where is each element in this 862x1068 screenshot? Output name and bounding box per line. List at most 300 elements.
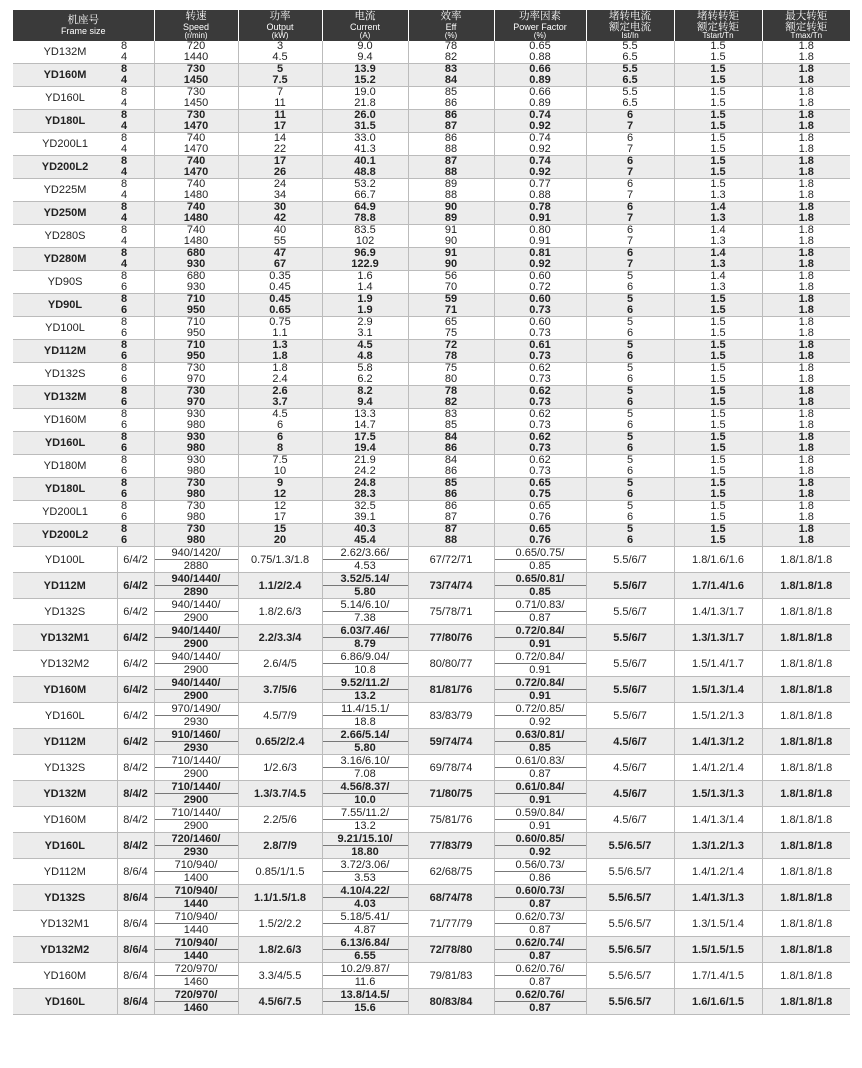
speed-cell bbox=[154, 833, 238, 859]
frame-size-cell: YD180L bbox=[13, 110, 117, 133]
locked-torque-ratio-cell: 1.4/1.2/1.4 bbox=[674, 859, 762, 885]
locked-torque-ratio-cell: 1.5/1.3/1.3 bbox=[674, 781, 762, 807]
current-cell: 122.9 bbox=[322, 259, 408, 271]
pole-count-cell: 8 bbox=[121, 454, 128, 466]
power-factor-cell: 0.78 bbox=[494, 202, 586, 214]
efficiency-cell: 90 bbox=[408, 236, 494, 248]
max-torque-ratio-cell: 1.8 bbox=[762, 144, 850, 156]
power-factor-cell-line-1: 0.61/0.83/ bbox=[495, 755, 586, 768]
table-row bbox=[13, 133, 850, 145]
locked-torque-ratio-cell: 1.5 bbox=[674, 156, 762, 168]
multi-speed-group bbox=[13, 833, 850, 859]
output-cell: 8 bbox=[238, 443, 322, 455]
two-speed-group bbox=[13, 133, 850, 156]
efficiency-cell: 77/83/79 bbox=[408, 833, 494, 859]
locked-torque-ratio-cell: 1.7/1.4/1.5 bbox=[674, 963, 762, 989]
table-row bbox=[13, 625, 850, 651]
header-locked-current-unit: Ist/In bbox=[621, 31, 639, 40]
max-torque-ratio-cell: 1.8/1.8/1.8 bbox=[762, 651, 850, 677]
locked-current-ratio-cell: 6 bbox=[586, 202, 674, 214]
current-cell-line-1: 3.72/3.06/ bbox=[323, 859, 408, 872]
power-factor-cell: 0.73 bbox=[494, 443, 586, 455]
max-torque-ratio-cell: 1.8 bbox=[762, 179, 850, 191]
locked-current-ratio-cell: 5.5 bbox=[586, 87, 674, 99]
power-factor-cell bbox=[494, 833, 586, 859]
pole-count-cell: 8 bbox=[117, 110, 154, 122]
frame-size-cell: YD132M bbox=[13, 386, 117, 409]
speed-cell: 980 bbox=[154, 443, 238, 455]
header-output-en: Output bbox=[266, 21, 294, 32]
speed-cell bbox=[154, 677, 238, 703]
power-factor-cell bbox=[494, 911, 586, 937]
table-row bbox=[13, 455, 850, 467]
power-factor-cell-line-2: 0.87 bbox=[529, 1002, 551, 1014]
locked-current-ratio-cell: 5 bbox=[586, 271, 674, 283]
current-cell: 6.2 bbox=[322, 374, 408, 386]
pole-count-cell: 6 bbox=[117, 512, 154, 524]
header-power-factor-cn: 功率因素 bbox=[519, 10, 562, 23]
frame-size-cell: YD160L bbox=[13, 432, 117, 455]
pole-count-cell: 6 bbox=[117, 351, 154, 363]
power-factor-cell-line-2: 0.91 bbox=[529, 664, 551, 676]
pole-count-cell: 8 bbox=[117, 64, 154, 76]
power-factor-cell-line-1: 0.72/0.85/ bbox=[495, 703, 586, 716]
current-cell-line-2: 4.03 bbox=[354, 898, 376, 910]
pole-count-cell: 8/6/4 bbox=[117, 859, 154, 885]
locked-torque-ratio-cell: 1.5 bbox=[674, 512, 762, 524]
table-row bbox=[13, 478, 850, 490]
current-cell: 2.9 bbox=[322, 317, 408, 329]
current-cell-line-2: 15.6 bbox=[354, 1002, 376, 1014]
current-cell bbox=[322, 859, 408, 885]
efficiency-cell: 86 bbox=[408, 133, 494, 145]
max-torque-ratio-cell: 1.8 bbox=[762, 41, 850, 52]
frame-size-cell: YD112M bbox=[13, 859, 117, 885]
power-factor-cell-line-2: 0.91 bbox=[529, 794, 551, 806]
power-factor-cell bbox=[494, 651, 586, 677]
speed-cell bbox=[154, 989, 238, 1015]
efficiency-cell: 75 bbox=[408, 363, 494, 375]
efficiency-cell: 86 bbox=[408, 489, 494, 501]
power-factor-cell-line-1: 0.71/0.83/ bbox=[495, 599, 586, 612]
header-speed bbox=[154, 10, 238, 41]
max-torque-ratio-cell: 1.8/1.8/1.8 bbox=[762, 911, 850, 937]
table-row bbox=[13, 52, 850, 64]
current-cell: 66.7 bbox=[322, 190, 408, 202]
power-factor-cell bbox=[494, 625, 586, 651]
output-cell: 7.5 bbox=[238, 75, 322, 87]
frame-size-cell: YD250M bbox=[13, 202, 117, 225]
pole-count-cell: 8/6/4 bbox=[117, 911, 154, 937]
pole-count-cell: 4 bbox=[117, 213, 154, 225]
current-cell: 40.1 bbox=[322, 156, 408, 168]
speed-cell-line-2: 1440 bbox=[183, 950, 209, 962]
speed-cell-line-2: 2900 bbox=[183, 794, 209, 806]
current-cell-line-1: 7.55/11.2/ bbox=[323, 807, 408, 820]
locked-current-ratio-cell: 5.5/6.5/7 bbox=[586, 833, 674, 859]
locked-torque-ratio-cell: 1.5 bbox=[674, 133, 762, 145]
table-row bbox=[13, 573, 850, 599]
speed-cell-line-1: 940/1440/ bbox=[155, 651, 238, 664]
power-factor-cell: 0.73 bbox=[494, 328, 586, 340]
header-max-torque-cn: 最大转矩 bbox=[785, 10, 828, 22]
table-row bbox=[13, 755, 850, 781]
current-cell: 21.9 bbox=[322, 455, 408, 467]
speed-cell-line-2: 1460 bbox=[183, 1002, 209, 1014]
max-torque-ratio-cell: 1.8/1.8/1.8 bbox=[762, 703, 850, 729]
table-row bbox=[13, 420, 850, 432]
output-cell: 1.1/1.5/1.8 bbox=[238, 885, 322, 911]
max-torque-ratio-cell: 1.8 bbox=[762, 190, 850, 202]
pole-count-cell: 4 bbox=[117, 75, 154, 87]
frame-size-cell: YD132S bbox=[13, 755, 117, 781]
speed-cell: 740 bbox=[154, 202, 238, 214]
output-cell: 17 bbox=[238, 156, 322, 168]
locked-torque-ratio-cell: 1.4 bbox=[674, 225, 762, 237]
output-cell: 6 bbox=[238, 432, 322, 444]
two-speed-group bbox=[13, 478, 850, 501]
power-factor-cell: 0.91 bbox=[494, 236, 586, 248]
current-cell: 1.9 bbox=[322, 294, 408, 306]
multi-speed-group bbox=[13, 573, 850, 599]
pole-count-cell: 8/4/2 bbox=[117, 807, 154, 833]
speed-cell: 710 bbox=[154, 294, 238, 306]
locked-torque-ratio-cell: 1.4/1.2/1.4 bbox=[674, 755, 762, 781]
max-torque-ratio-cell: 1.8 bbox=[762, 248, 850, 260]
power-factor-cell: 0.65 bbox=[494, 478, 586, 490]
locked-current-ratio-cell: 6 bbox=[586, 179, 674, 191]
efficiency-cell: 84 bbox=[408, 455, 494, 467]
efficiency-cell: 83/83/79 bbox=[408, 703, 494, 729]
locked-torque-ratio-cell: 1.5 bbox=[674, 386, 762, 398]
current-cell-line-1: 3.16/6.10/ bbox=[323, 755, 408, 768]
two-speed-group bbox=[13, 271, 850, 294]
speed-cell: 1480 bbox=[154, 213, 238, 225]
output-cell: 9 bbox=[238, 478, 322, 490]
speed-cell: 1480 bbox=[154, 236, 238, 248]
power-factor-cell: 0.61 bbox=[494, 340, 586, 352]
table-row bbox=[13, 259, 850, 271]
current-cell bbox=[322, 911, 408, 937]
locked-torque-ratio-cell: 1.4 bbox=[674, 248, 762, 260]
locked-current-ratio-cell: 6 bbox=[586, 110, 674, 122]
table-row bbox=[13, 489, 850, 501]
table-row bbox=[13, 501, 850, 513]
power-factor-cell-line-1: 0.56/0.73/ bbox=[495, 859, 586, 872]
locked-current-ratio-cell: 7 bbox=[586, 144, 674, 156]
efficiency-cell: 87 bbox=[408, 512, 494, 524]
power-factor-cell: 0.77 bbox=[494, 179, 586, 191]
current-cell-line-2: 10.8 bbox=[354, 664, 376, 676]
header-locked-torque-cn2: 额定转矩 bbox=[697, 20, 740, 33]
frame-size-cell: YD280S bbox=[13, 225, 117, 248]
locked-current-ratio-cell: 5.5/6.5/7 bbox=[586, 963, 674, 989]
table-row bbox=[13, 202, 850, 214]
locked-current-ratio-cell: 5.5/6/7 bbox=[586, 651, 674, 677]
output-cell: 1.1/2/2.4 bbox=[238, 573, 322, 599]
speed-cell bbox=[154, 599, 238, 625]
speed-cell-line-2: 1440 bbox=[183, 898, 209, 910]
pole-count-cell: 8 bbox=[117, 202, 154, 214]
speed-cell-line-2: 2930 bbox=[183, 742, 209, 754]
max-torque-ratio-cell: 1.8 bbox=[762, 524, 850, 536]
speed-cell: 1450 bbox=[154, 98, 238, 110]
speed-cell-line-1: 970/1490/ bbox=[155, 703, 238, 716]
locked-current-ratio-cell: 5 bbox=[586, 524, 674, 536]
efficiency-cell: 67/72/71 bbox=[408, 547, 494, 573]
pole-count-cell: 6/4/2 bbox=[117, 677, 154, 703]
header-max-torque bbox=[762, 10, 850, 41]
locked-torque-ratio-cell: 1.4/1.3/1.4 bbox=[674, 807, 762, 833]
current-cell-line-2: 4.53 bbox=[354, 560, 376, 572]
power-factor-cell: 0.66 bbox=[494, 64, 586, 76]
max-torque-ratio-cell: 1.8/1.8/1.8 bbox=[762, 937, 850, 963]
output-cell: 24 bbox=[238, 179, 322, 191]
output-cell: 5 bbox=[238, 64, 322, 76]
efficiency-cell: 68/74/78 bbox=[408, 885, 494, 911]
table-row bbox=[13, 75, 850, 87]
two-speed-group bbox=[13, 110, 850, 133]
output-cell: 12 bbox=[238, 501, 322, 513]
locked-torque-ratio-cell: 1.5/1.5/1.5 bbox=[674, 937, 762, 963]
pole-count-cell: 6 bbox=[117, 397, 154, 409]
speed-cell: 680 bbox=[154, 271, 238, 283]
locked-torque-ratio-cell: 1.3/1.5/1.4 bbox=[674, 911, 762, 937]
table-row bbox=[13, 340, 850, 352]
locked-current-ratio-cell: 6 bbox=[586, 282, 674, 294]
power-factor-cell bbox=[494, 937, 586, 963]
speed-cell-line-1: 710/1440/ bbox=[155, 781, 238, 794]
locked-current-ratio-cell: 7 bbox=[586, 121, 674, 133]
pole-count-cell: 8 bbox=[121, 500, 128, 512]
table-row bbox=[13, 651, 850, 677]
frame-size-cell: YD280M bbox=[13, 248, 117, 271]
efficiency-cell: 59/74/74 bbox=[408, 729, 494, 755]
table-row bbox=[13, 98, 850, 110]
max-torque-ratio-cell: 1.8 bbox=[762, 259, 850, 271]
locked-current-ratio-cell: 5 bbox=[586, 317, 674, 329]
speed-cell: 970 bbox=[154, 397, 238, 409]
speed-cell: 950 bbox=[154, 305, 238, 317]
pole-count-cell: 8 bbox=[121, 41, 128, 52]
output-cell: 0.75 bbox=[238, 317, 322, 329]
speed-cell-line-1: 720/1460/ bbox=[155, 833, 238, 846]
output-cell: 20 bbox=[238, 535, 322, 547]
header-power-factor-unit: (%) bbox=[533, 30, 547, 40]
current-cell: 28.3 bbox=[322, 489, 408, 501]
pole-count-cell: 8 bbox=[121, 316, 128, 328]
locked-current-ratio-cell: 4.5/6/7 bbox=[586, 781, 674, 807]
current-cell: 19.4 bbox=[322, 443, 408, 455]
current-cell: 24.2 bbox=[322, 466, 408, 478]
efficiency-cell: 85 bbox=[408, 420, 494, 432]
power-factor-cell-line-1: 0.65/0.81/ bbox=[495, 573, 586, 586]
speed-cell: 730 bbox=[154, 524, 238, 536]
efficiency-cell: 88 bbox=[408, 144, 494, 156]
speed-cell: 710 bbox=[154, 317, 238, 329]
frame-size-cell: YD160M bbox=[13, 64, 117, 87]
speed-cell-line-2: 2930 bbox=[183, 716, 209, 728]
locked-torque-ratio-cell: 1.5 bbox=[674, 179, 762, 191]
locked-torque-ratio-cell: 1.5 bbox=[674, 317, 762, 329]
current-cell: 26.0 bbox=[322, 110, 408, 122]
speed-cell-line-1: 710/940/ bbox=[155, 859, 238, 872]
table-header bbox=[13, 10, 850, 41]
multi-speed-group bbox=[13, 625, 850, 651]
current-cell bbox=[322, 885, 408, 911]
header-frame-size-cn: 机座号 bbox=[67, 14, 99, 27]
power-factor-cell-line-1: 0.61/0.84/ bbox=[495, 781, 586, 794]
locked-torque-ratio-cell: 1.7/1.4/1.6 bbox=[674, 573, 762, 599]
locked-torque-ratio-cell: 1.5 bbox=[674, 41, 762, 52]
pole-count-cell: 8 bbox=[121, 270, 128, 282]
speed-cell-line-1: 710/940/ bbox=[155, 937, 238, 950]
frame-size-cell: YD132M1 bbox=[13, 625, 117, 651]
speed-cell-line-1: 720/970/ bbox=[155, 963, 238, 976]
power-factor-cell: 0.92 bbox=[494, 167, 586, 179]
frame-size-cell: YD200L1 bbox=[13, 133, 117, 156]
efficiency-cell: 90 bbox=[408, 259, 494, 271]
speed-cell: 930 bbox=[154, 455, 238, 467]
max-torque-ratio-cell: 1.8 bbox=[762, 466, 850, 478]
current-cell: 19.0 bbox=[322, 87, 408, 99]
power-factor-cell: 0.62 bbox=[494, 363, 586, 375]
efficiency-cell: 85 bbox=[408, 87, 494, 99]
max-torque-ratio-cell: 1.8 bbox=[762, 420, 850, 432]
speed-cell-line-1: 710/1440/ bbox=[155, 807, 238, 820]
locked-torque-ratio-cell: 1.5/1.2/1.3 bbox=[674, 703, 762, 729]
locked-torque-ratio-cell: 1.3 bbox=[674, 282, 762, 294]
power-factor-cell-line-2: 0.87 bbox=[529, 976, 551, 988]
locked-current-ratio-cell: 6 bbox=[586, 443, 674, 455]
pole-count-cell: 4 bbox=[117, 52, 154, 64]
current-cell-line-1: 11.4/15.1/ bbox=[323, 703, 408, 716]
table-row bbox=[13, 386, 850, 398]
current-cell: 9.0 bbox=[322, 41, 408, 52]
table-row bbox=[13, 248, 850, 260]
locked-torque-ratio-cell: 1.5 bbox=[674, 535, 762, 547]
pole-count-cell: 6 bbox=[117, 443, 154, 455]
locked-current-ratio-cell: 5 bbox=[586, 294, 674, 306]
efficiency-cell: 89 bbox=[408, 213, 494, 225]
locked-torque-ratio-cell: 1.5 bbox=[674, 397, 762, 409]
frame-size-cell: YD225M bbox=[13, 179, 117, 202]
table-row bbox=[13, 87, 850, 99]
power-factor-cell-line-2: 0.85 bbox=[529, 742, 551, 754]
current-cell: 102 bbox=[322, 236, 408, 248]
efficiency-cell: 82 bbox=[408, 52, 494, 64]
power-factor-cell bbox=[494, 703, 586, 729]
two-speed-group bbox=[13, 524, 850, 547]
power-factor-cell bbox=[494, 755, 586, 781]
table-row bbox=[13, 144, 850, 156]
header-current-unit: (A) bbox=[359, 30, 371, 40]
output-cell: 1.8/2.6/3 bbox=[238, 599, 322, 625]
header-locked-torque-unit: Tstart/Tn bbox=[702, 31, 734, 40]
locked-torque-ratio-cell: 1.5 bbox=[674, 478, 762, 490]
table-row bbox=[13, 703, 850, 729]
table-row bbox=[13, 213, 850, 225]
max-torque-ratio-cell: 1.8 bbox=[762, 386, 850, 398]
table-row bbox=[13, 363, 850, 375]
output-cell: 0.85/1/1.5 bbox=[238, 859, 322, 885]
multi-speed-group bbox=[13, 729, 850, 755]
pole-count-cell: 8 bbox=[121, 224, 128, 236]
locked-torque-ratio-cell: 1.5 bbox=[674, 432, 762, 444]
table-row bbox=[13, 677, 850, 703]
current-cell-line-1: 4.10/4.22/ bbox=[323, 885, 408, 898]
efficiency-cell: 75/78/71 bbox=[408, 599, 494, 625]
frame-size-cell: YD132M1 bbox=[13, 911, 117, 937]
speed-cell: 980 bbox=[154, 512, 238, 524]
locked-current-ratio-cell: 7 bbox=[586, 236, 674, 248]
table-row bbox=[13, 524, 850, 536]
efficiency-cell: 69/78/74 bbox=[408, 755, 494, 781]
locked-torque-ratio-cell: 1.5 bbox=[674, 75, 762, 87]
power-factor-cell bbox=[494, 573, 586, 599]
locked-current-ratio-cell: 5.5/6.5/7 bbox=[586, 937, 674, 963]
output-cell: 1.1 bbox=[238, 328, 322, 340]
current-cell bbox=[322, 989, 408, 1015]
speed-cell: 1470 bbox=[154, 144, 238, 156]
output-cell: 2.2/5/6 bbox=[238, 807, 322, 833]
output-cell: 22 bbox=[238, 144, 322, 156]
efficiency-cell: 87 bbox=[408, 156, 494, 168]
speed-cell bbox=[154, 963, 238, 989]
current-cell-line-2: 6.55 bbox=[354, 950, 376, 962]
multi-speed-group bbox=[13, 807, 850, 833]
locked-torque-ratio-cell: 1.5 bbox=[674, 167, 762, 179]
power-factor-cell-line-1: 0.62/0.73/ bbox=[495, 911, 586, 924]
speed-cell bbox=[154, 911, 238, 937]
current-cell: 31.5 bbox=[322, 121, 408, 133]
two-speed-group bbox=[13, 294, 850, 317]
efficiency-cell: 78 bbox=[408, 41, 494, 52]
locked-current-ratio-cell: 5 bbox=[586, 432, 674, 444]
frame-size-cell: YD100L bbox=[13, 547, 117, 573]
locked-current-ratio-cell: 5.5/6/7 bbox=[586, 625, 674, 651]
header-locked-current-cn: 堵转电流 bbox=[609, 10, 652, 22]
locked-torque-ratio-cell: 1.5 bbox=[674, 351, 762, 363]
speed-cell-line-1: 710/940/ bbox=[155, 911, 238, 924]
two-speed-group bbox=[13, 432, 850, 455]
frame-size-cell: YD112M bbox=[13, 573, 117, 599]
max-torque-ratio-cell: 1.8 bbox=[762, 64, 850, 76]
current-cell bbox=[322, 781, 408, 807]
frame-size-cell: YD132S bbox=[13, 599, 117, 625]
power-factor-cell-line-2: 0.91 bbox=[529, 820, 551, 832]
max-torque-ratio-cell: 1.8 bbox=[762, 328, 850, 340]
pole-count-cell: 6 bbox=[117, 328, 154, 340]
power-factor-cell-line-2: 0.86 bbox=[529, 872, 551, 884]
output-cell: 12 bbox=[238, 489, 322, 501]
speed-cell: 1480 bbox=[154, 190, 238, 202]
max-torque-ratio-cell: 1.8/1.8/1.8 bbox=[762, 807, 850, 833]
locked-torque-ratio-cell: 1.5 bbox=[674, 98, 762, 110]
pole-count-cell: 8/4/2 bbox=[117, 755, 154, 781]
speed-cell-line-2: 2880 bbox=[183, 560, 209, 572]
current-cell: 48.8 bbox=[322, 167, 408, 179]
speed-cell: 1440 bbox=[154, 52, 238, 64]
two-speed-group bbox=[13, 41, 850, 64]
header-output-unit: (kW) bbox=[271, 30, 289, 40]
output-cell: 11 bbox=[238, 110, 322, 122]
current-cell: 1.4 bbox=[322, 282, 408, 294]
multi-speed-group bbox=[13, 963, 850, 989]
current-cell: 3.1 bbox=[322, 328, 408, 340]
max-torque-ratio-cell: 1.8 bbox=[762, 501, 850, 513]
efficiency-cell: 72/78/80 bbox=[408, 937, 494, 963]
